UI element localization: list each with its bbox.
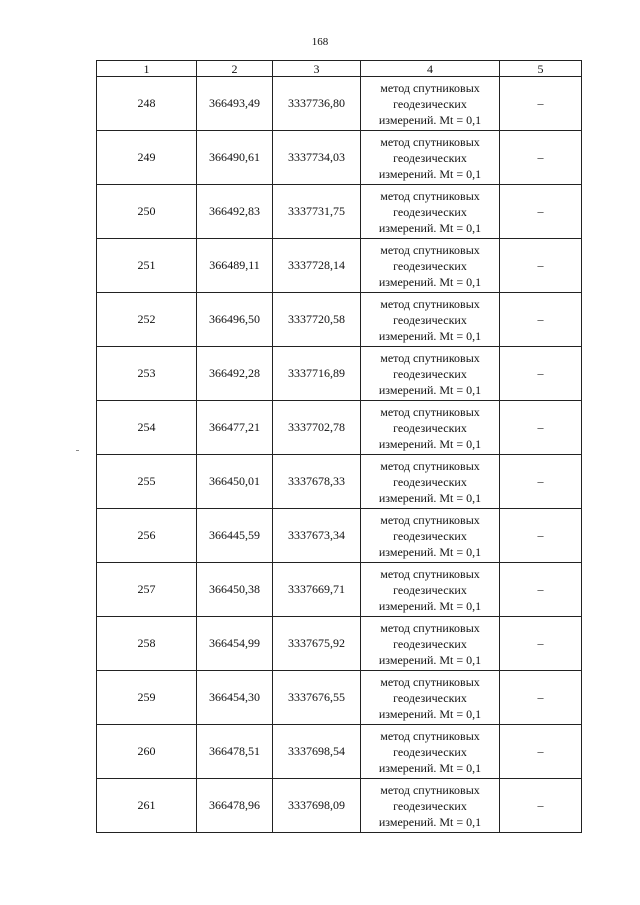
- y-coordinate-cell: 3337734,03: [273, 131, 361, 185]
- point-cell: 254: [97, 401, 197, 455]
- method-cell: метод спутниковых геодезических измерений. Mt = 0,1: [361, 509, 500, 563]
- point-cell: 255: [97, 455, 197, 509]
- note-cell: –: [500, 185, 582, 239]
- page-number: 168: [311, 36, 329, 48]
- method-cell: метод спутниковых геодезических измерений. Mt = 0,1: [361, 617, 500, 671]
- table-row: [97, 131, 582, 185]
- method-cell: метод спутниковых геодезических измерений. Mt = 0,1: [361, 455, 500, 509]
- point-cell: 260: [97, 725, 197, 779]
- point-cell: 253: [97, 347, 197, 401]
- method-cell: метод спутниковых геодезических измерений. Mt = 0,1: [361, 401, 500, 455]
- header-row: [97, 61, 582, 77]
- note-cell: –: [500, 671, 582, 725]
- method-cell: метод спутниковых геодезических измерений. Mt = 0,1: [361, 563, 500, 617]
- point-cell: 251: [97, 239, 197, 293]
- y-coordinate-cell: 3337728,14: [273, 239, 361, 293]
- point-cell: 249: [97, 131, 197, 185]
- y-coordinate-cell: 3337669,71: [273, 563, 361, 617]
- header-col-1: 1: [97, 61, 197, 77]
- table-body: [97, 77, 582, 833]
- table-row: [97, 725, 582, 779]
- table-row: [97, 185, 582, 239]
- note-cell: –: [500, 617, 582, 671]
- x-coordinate-cell: 366490,61: [197, 131, 273, 185]
- method-cell: метод спутниковых геодезических измерений. Mt = 0,1: [361, 131, 500, 185]
- x-coordinate-cell: 366445,59: [197, 509, 273, 563]
- note-cell: –: [500, 239, 582, 293]
- table-row: [97, 563, 582, 617]
- method-cell: метод спутниковых геодезических измерений. Mt = 0,1: [361, 779, 500, 833]
- x-coordinate-cell: 366492,83: [197, 185, 273, 239]
- table-row: [97, 347, 582, 401]
- method-cell: метод спутниковых геодезических измерений. Mt = 0,1: [361, 347, 500, 401]
- x-coordinate-cell: 366478,51: [197, 725, 273, 779]
- note-cell: –: [500, 779, 582, 833]
- table-row: [97, 617, 582, 671]
- method-cell: метод спутниковых геодезических измерений. Mt = 0,1: [361, 293, 500, 347]
- table-header: [97, 61, 582, 77]
- y-coordinate-cell: 3337736,80: [273, 77, 361, 131]
- y-coordinate-cell: 3337675,92: [273, 617, 361, 671]
- table-row: [97, 671, 582, 725]
- table-row: [97, 509, 582, 563]
- point-cell: 248: [97, 77, 197, 131]
- x-coordinate-cell: 366493,49: [197, 77, 273, 131]
- note-cell: –: [500, 401, 582, 455]
- note-cell: –: [500, 563, 582, 617]
- point-cell: 250: [97, 185, 197, 239]
- x-coordinate-cell: 366489,11: [197, 239, 273, 293]
- point-cell: 261: [97, 779, 197, 833]
- y-coordinate-cell: 3337698,09: [273, 779, 361, 833]
- y-coordinate-cell: 3337678,33: [273, 455, 361, 509]
- x-coordinate-cell: 366454,99: [197, 617, 273, 671]
- x-coordinate-cell: 366492,28: [197, 347, 273, 401]
- table-row: [97, 293, 582, 347]
- y-coordinate-cell: 3337731,75: [273, 185, 361, 239]
- header-col-4: 4: [361, 61, 500, 77]
- y-coordinate-cell: 3337702,78: [273, 401, 361, 455]
- header-col-2: 2: [197, 61, 273, 77]
- point-cell: 257: [97, 563, 197, 617]
- table-row: [97, 77, 582, 131]
- method-cell: метод спутниковых геодезических измерений. Mt = 0,1: [361, 671, 500, 725]
- coordinates-table: [96, 60, 582, 833]
- note-cell: –: [500, 131, 582, 185]
- method-cell: метод спутниковых геодезических измерений. Mt = 0,1: [361, 77, 500, 131]
- x-coordinate-cell: 366450,38: [197, 563, 273, 617]
- table-row: [97, 455, 582, 509]
- note-cell: –: [500, 455, 582, 509]
- scan-mark: [76, 450, 79, 451]
- table-row: [97, 401, 582, 455]
- x-coordinate-cell: 366496,50: [197, 293, 273, 347]
- y-coordinate-cell: 3337716,89: [273, 347, 361, 401]
- x-coordinate-cell: 366454,30: [197, 671, 273, 725]
- x-coordinate-cell: 366477,21: [197, 401, 273, 455]
- header-col-3: 3: [273, 61, 361, 77]
- note-cell: –: [500, 293, 582, 347]
- x-coordinate-cell: 366450,01: [197, 455, 273, 509]
- note-cell: –: [500, 725, 582, 779]
- method-cell: метод спутниковых геодезических измерений. Mt = 0,1: [361, 725, 500, 779]
- note-cell: –: [500, 347, 582, 401]
- point-cell: 259: [97, 671, 197, 725]
- y-coordinate-cell: 3337720,58: [273, 293, 361, 347]
- header-col-5: 5: [500, 61, 582, 77]
- x-coordinate-cell: 366478,96: [197, 779, 273, 833]
- point-cell: 258: [97, 617, 197, 671]
- table-row: [97, 239, 582, 293]
- table-row: [97, 779, 582, 833]
- y-coordinate-cell: 3337676,55: [273, 671, 361, 725]
- y-coordinate-cell: 3337673,34: [273, 509, 361, 563]
- method-cell: метод спутниковых геодезических измерений. Mt = 0,1: [361, 239, 500, 293]
- point-cell: 256: [97, 509, 197, 563]
- method-cell: метод спутниковых геодезических измерений. Mt = 0,1: [361, 185, 500, 239]
- y-coordinate-cell: 3337698,54: [273, 725, 361, 779]
- note-cell: –: [500, 509, 582, 563]
- point-cell: 252: [97, 293, 197, 347]
- note-cell: –: [500, 77, 582, 131]
